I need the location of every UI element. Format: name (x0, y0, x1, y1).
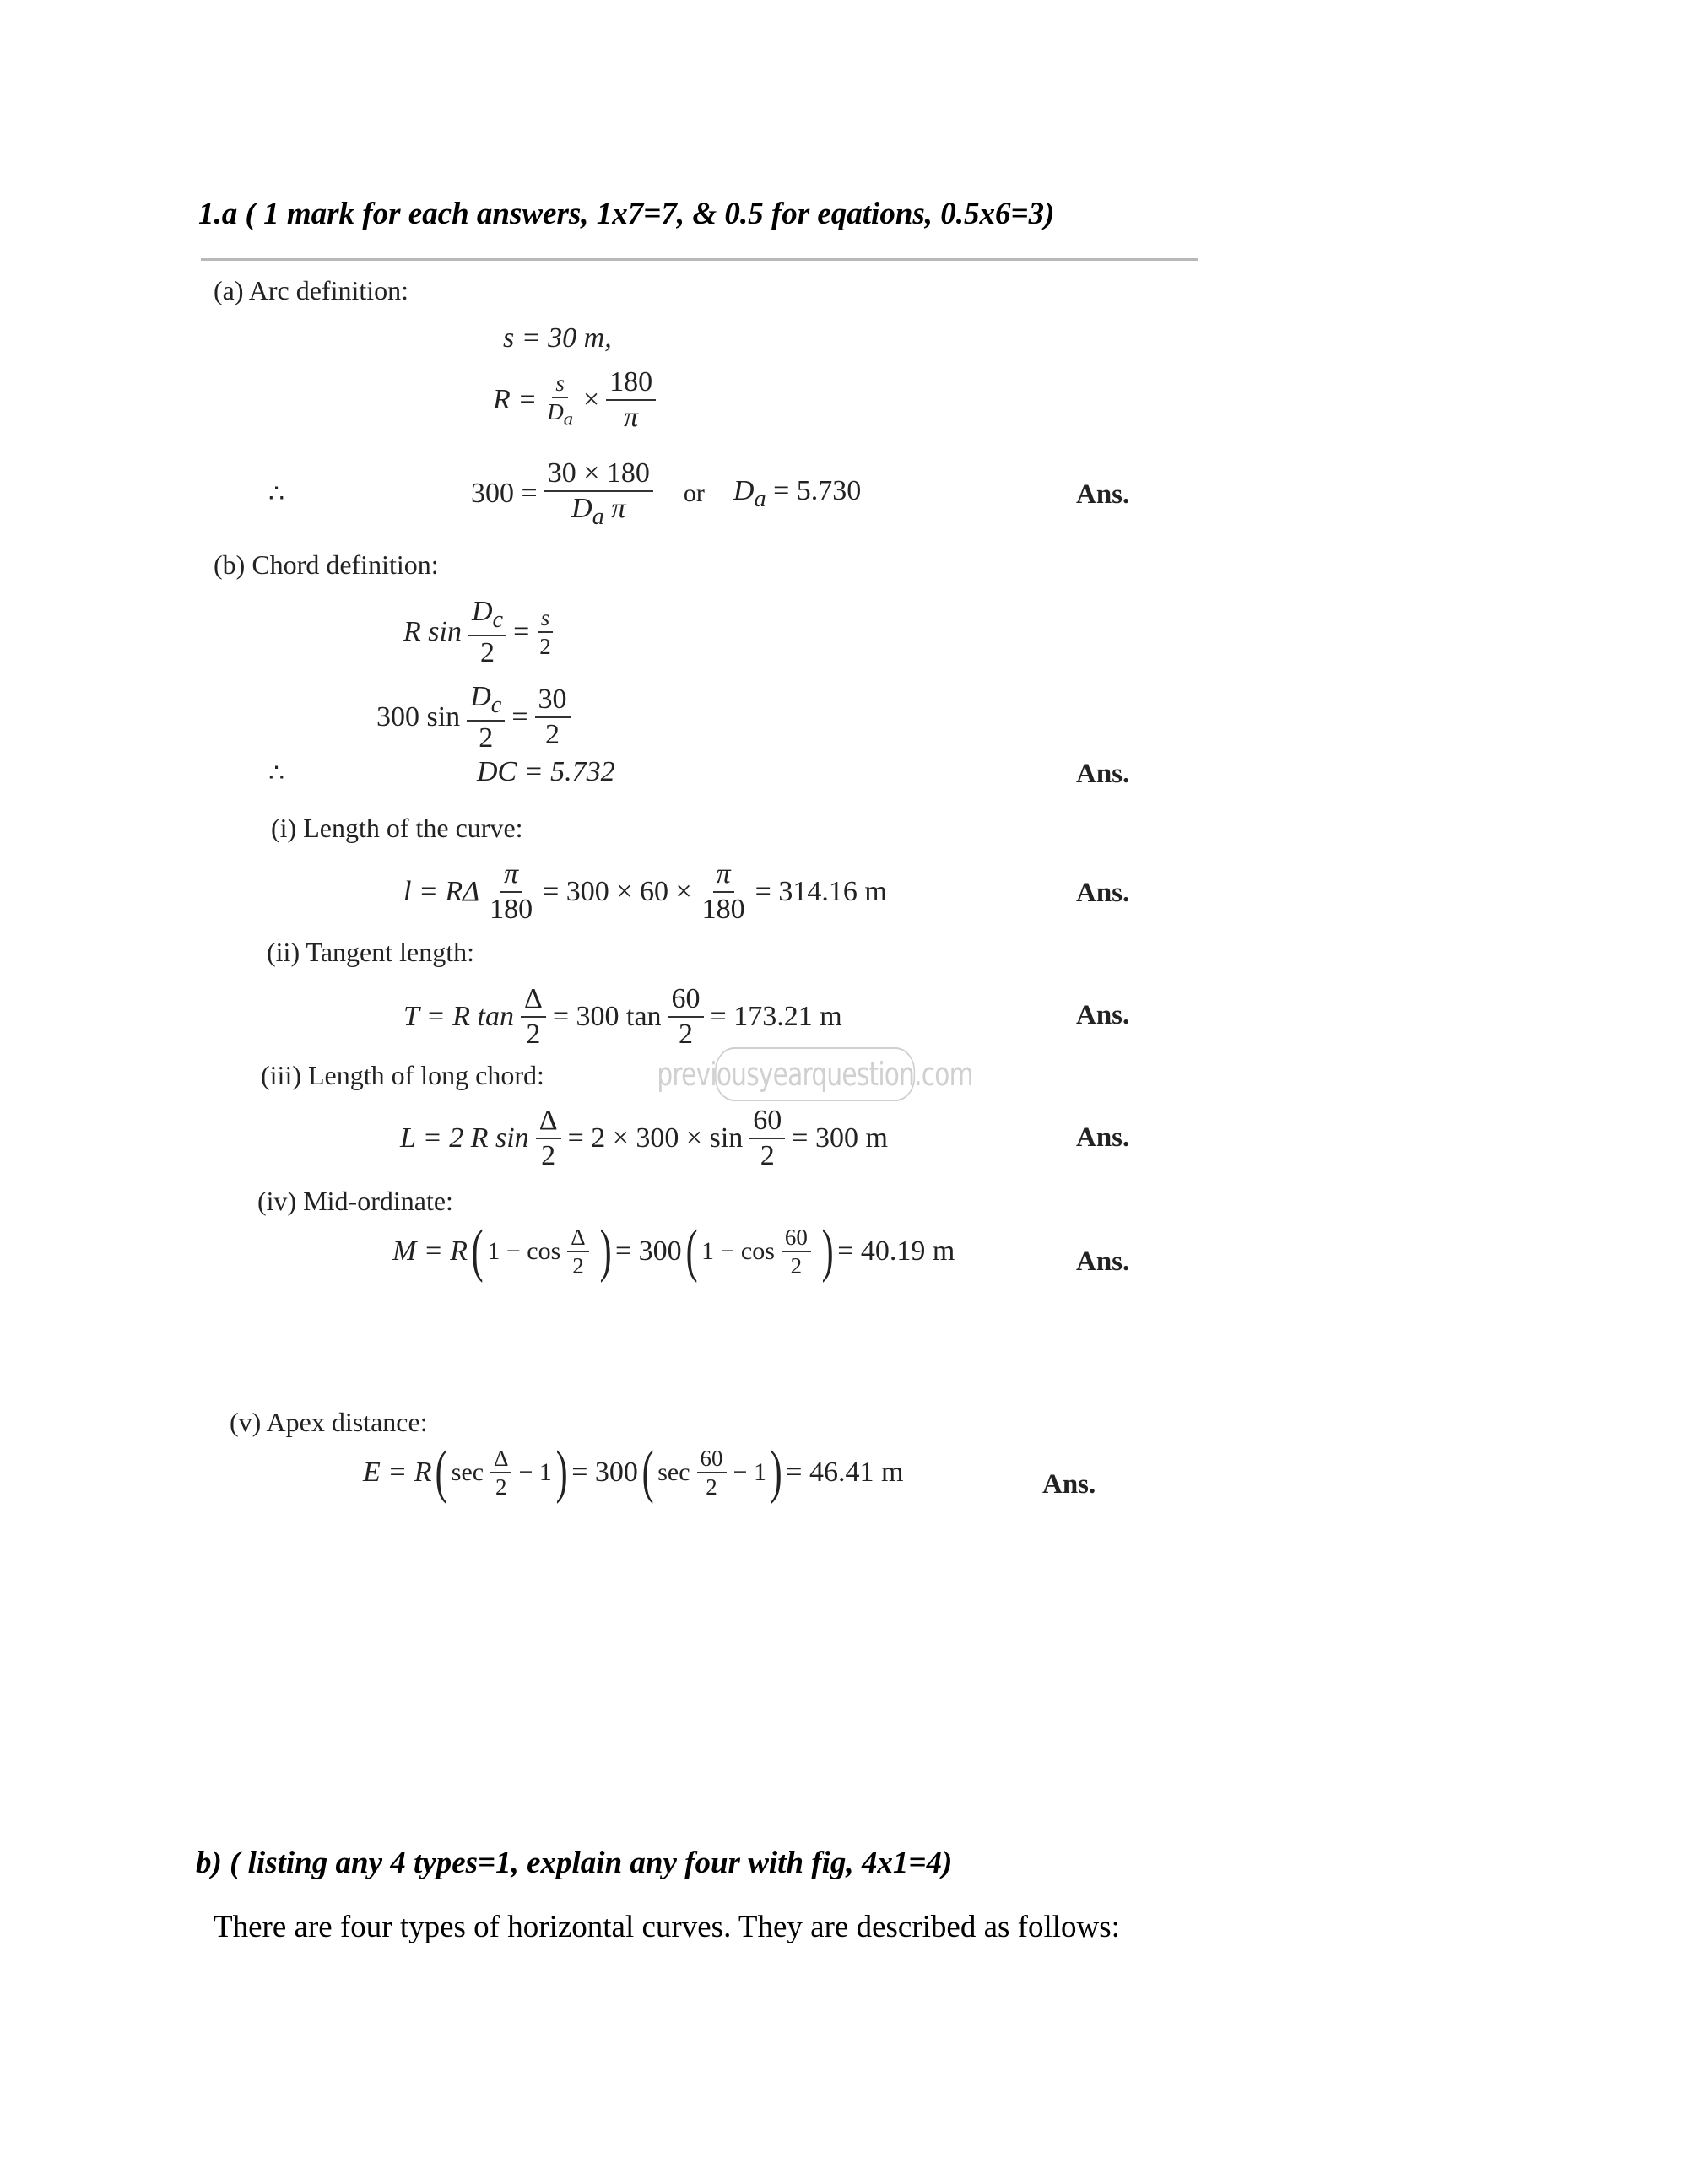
tangent-length-equation (403, 984, 842, 1049)
s-equation: s = 30 m, (503, 322, 612, 354)
subscript: c (490, 691, 502, 718)
equation-lhs: R sin (403, 616, 462, 648)
long-chord-label: (iii) Length of long chord: (261, 1060, 544, 1090)
denominator: π (624, 401, 639, 433)
fraction-60-over-2 (749, 1106, 785, 1170)
denominator: D (547, 398, 564, 424)
answer-marker-b: Ans. (1076, 759, 1130, 789)
result-value: = 5.730 (773, 474, 862, 506)
dc-result (477, 756, 615, 788)
denominator-pi: π (603, 492, 626, 524)
times-symbol: × (582, 383, 600, 415)
fraction-60-over-2 (782, 1225, 811, 1279)
denominator: D (571, 492, 592, 524)
numerator: s (555, 370, 565, 396)
equation-result: = 300 m (792, 1122, 888, 1154)
denominator: 2 (479, 722, 494, 754)
right-paren: ) (770, 1440, 782, 1505)
equation-result: = 40.19 m (837, 1235, 955, 1267)
numerator: Δ (521, 984, 546, 1018)
numerator: π (504, 858, 519, 889)
one-minus-cos: 1 − cos (487, 1237, 561, 1265)
fraction-s-over-2 (536, 606, 555, 659)
arc-definition-label: (a) Arc definition: (214, 275, 409, 305)
numerator: 60 (782, 1225, 811, 1252)
fraction-delta-over-2 (521, 984, 546, 1049)
one-minus-cos: 1 − cos (701, 1237, 775, 1265)
numerator: s (540, 604, 550, 630)
equation-middle: = 2 × 300 × sin (567, 1122, 744, 1154)
denominator: 2 (679, 1018, 694, 1050)
fraction-60-over-2 (697, 1446, 727, 1500)
numerator: 60 (697, 1446, 727, 1473)
therefore-symbol: ∴ (268, 760, 285, 787)
fraction-dc-over-2 (467, 682, 505, 753)
subscript: c (492, 606, 504, 633)
equation-lhs: 300 = (471, 478, 538, 510)
or-word: or (683, 479, 705, 508)
answer-marker-i: Ans. (1076, 878, 1130, 908)
equation-lhs: 300 sin (376, 701, 461, 733)
minus-one: − 1 (518, 1458, 552, 1486)
answer-marker-ii: Ans. (1076, 1000, 1130, 1030)
curve-length-label: (i) Length of the curve: (271, 813, 523, 843)
therefore-symbol: ∴ (268, 480, 285, 508)
denominator: 2 (706, 1474, 717, 1500)
numerator: D (470, 681, 491, 712)
minus-one: − 1 (733, 1458, 766, 1486)
denominator: 2 (526, 1018, 541, 1050)
equation-middle: = 300 (571, 1457, 638, 1488)
radius-lhs: R = (493, 383, 538, 415)
sec-word: sec (657, 1458, 690, 1486)
arc-length-value (503, 322, 612, 354)
numerator: 60 (668, 984, 704, 1018)
equation-lhs: l = RΔ (403, 875, 480, 907)
fraction-delta-over-2 (567, 1225, 588, 1279)
numerator: Δ (490, 1446, 511, 1473)
denominator: 2 (541, 1139, 556, 1171)
fraction-delta-over-2 (490, 1446, 511, 1500)
numerator: 60 (749, 1106, 785, 1139)
fraction-pi-over-180 (699, 859, 749, 924)
numerator: D (471, 596, 493, 627)
apex-distance-equation (363, 1440, 904, 1505)
result-subscript: a (754, 485, 766, 512)
left-paren: ( (685, 1219, 698, 1284)
right-paren: ) (555, 1440, 568, 1505)
numerator: 30 (535, 684, 571, 718)
denominator: 180 (701, 893, 745, 925)
arc-radius-formula (493, 367, 663, 432)
arc-degree-equation (471, 458, 861, 529)
fraction-30x180 (544, 458, 653, 529)
fraction-30-over-2 (535, 684, 571, 749)
dc-value: DC = 5.732 (477, 756, 615, 787)
denominator: 2 (790, 1253, 803, 1279)
equation-middle: = 300 (614, 1235, 682, 1267)
numerator: Δ (536, 1106, 561, 1139)
equation-middle: = 300 tan (552, 1000, 662, 1032)
fraction-180-over-pi (606, 367, 656, 432)
mid-ordinate-equation (392, 1219, 955, 1284)
denominator: 2 (572, 1253, 584, 1279)
equation-lhs: T = R tan (403, 1000, 514, 1032)
subscript: a (592, 503, 604, 530)
answer-marker-a: Ans. (1076, 479, 1130, 510)
answer-marker-iii: Ans. (1076, 1122, 1130, 1153)
long-chord-equation (400, 1106, 888, 1170)
numerator: 180 (606, 367, 656, 401)
denominator: 2 (480, 636, 495, 668)
left-paren: ( (471, 1219, 484, 1284)
fraction-s-over-da (544, 371, 576, 429)
curve-length-equation (403, 859, 887, 924)
sec-word: sec (451, 1458, 484, 1486)
denominator: 2 (495, 1474, 507, 1500)
right-paren: ) (599, 1219, 612, 1284)
equation-middle: = 300 × 60 × (543, 875, 692, 907)
tangent-length-label: (ii) Tangent length: (267, 937, 474, 967)
denominator: 2 (545, 719, 560, 751)
denominator: 2 (760, 1139, 775, 1171)
equation-lhs: E = R (363, 1457, 432, 1488)
chord-definition-label: (b) Chord definition: (214, 549, 439, 580)
equation-result: = 46.41 m (786, 1457, 904, 1488)
fraction-60-over-2 (668, 984, 704, 1049)
fraction-pi-over-180 (486, 859, 536, 924)
answer-marker-v: Ans. (1042, 1469, 1096, 1500)
mid-ordinate-label: (iv) Mid-ordinate: (257, 1186, 453, 1216)
answer-marker-iv: Ans. (1076, 1246, 1130, 1277)
fraction-dc-over-2 (468, 597, 506, 668)
fraction-delta-over-2 (536, 1106, 561, 1170)
section-heading: 1.a ( 1 mark for each answers, 1x7=7, & 0.5 for eqations, 0.5x6=3) (198, 197, 1055, 231)
part-b-heading: b) ( listing any 4 types=1, explain any four with fig, 4x1=4) (196, 1846, 953, 1880)
apex-distance-label: (v) Apex distance: (230, 1407, 428, 1437)
subscript: a (563, 408, 573, 430)
equation-lhs: L = 2 R sin (400, 1122, 529, 1154)
equals-sign: = (513, 616, 530, 648)
chord-equation-2 (376, 682, 577, 753)
left-paren: ( (436, 1440, 448, 1505)
equation-result: = 314.16 m (755, 875, 887, 907)
result-variable: D (733, 474, 755, 506)
part-b-intro-text: There are four types of horizontal curves. They are described as follows: (214, 1910, 1120, 1944)
left-paren: ( (641, 1440, 654, 1505)
watermark: previousyearquestion.com (715, 1047, 915, 1101)
equals-sign: = (511, 701, 528, 733)
chord-equation-1 (403, 597, 561, 668)
numerator: 30 × 180 (544, 458, 653, 492)
denominator: 180 (490, 893, 533, 925)
heading-divider (201, 258, 1198, 261)
numerator: π (716, 858, 731, 889)
denominator: 2 (539, 634, 551, 660)
numerator: Δ (567, 1225, 588, 1252)
equation-result: = 173.21 m (710, 1000, 842, 1032)
equation-lhs: M = R (392, 1235, 468, 1267)
right-paren: ) (821, 1219, 834, 1284)
